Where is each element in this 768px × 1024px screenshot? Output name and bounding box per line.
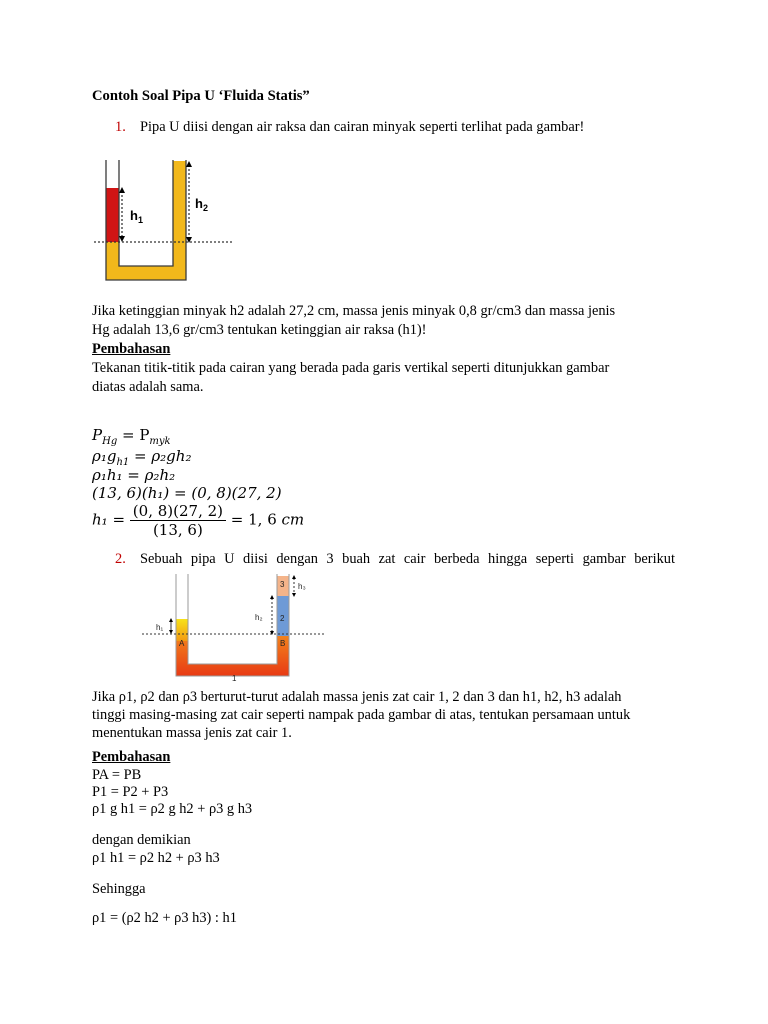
q2-step-7: ρ1 = (ρ2 h2 + ρ3 h3) : h1 xyxy=(92,910,237,926)
q1-solution-line-1: Tekanan titik-titik pada cairan yang berada pada garis vertikal seperti ditunjukkan gambar xyxy=(92,360,610,376)
label-B: B xyxy=(280,639,286,648)
tube-outline-2 xyxy=(176,574,289,676)
u-tube-diagram-2 xyxy=(140,572,340,682)
question-1-number: 1. xyxy=(115,119,126,135)
q2-step-6: Sehingga xyxy=(92,881,146,897)
q1-problem-line-1: Jika ketinggian minyak h2 adalah 27,2 cm, massa jenis minyak 0,8 gr/cm3 dan massa jenis xyxy=(92,303,616,319)
oil-fill xyxy=(106,188,119,242)
svg-text:h1 xyxy=(130,208,143,225)
q1-problem-line-2: Hg adalah 13,6 gr/cm3 tentukan ketinggian air raksa (h1)! xyxy=(92,322,427,338)
liquid-1-left xyxy=(176,619,188,641)
label-3: 3 xyxy=(280,580,285,589)
q2-step-3: ρ1 g h1 = ρ2 g h2 + ρ3 g h3 xyxy=(92,801,253,817)
q1-solution-heading: Pembahasan xyxy=(92,341,171,357)
label-h2: h₂ xyxy=(255,613,263,622)
h1-sub: 1 xyxy=(137,215,143,225)
question-2 xyxy=(115,551,675,568)
label-h3: h₃ xyxy=(298,582,306,591)
equation-3: ρ₁h₁ = ρ₂h₂ xyxy=(92,466,176,484)
q2-step-2: P1 = P2 + P3 xyxy=(92,784,169,800)
svg-text:h2 xyxy=(195,196,208,213)
question-1 xyxy=(115,119,585,136)
q2-problem-line-3: menentukan massa jenis zat cair 1. xyxy=(92,725,292,741)
document-title: Contoh Soal Pipa U ‘Fluida Statis” xyxy=(92,88,310,104)
q2-problem-line-1: Jika ρ1, ρ2 dan ρ3 berturut-turut adalah massa jenis zat cair 1, 2 dan 3 dan h1, h2, h3 adalah xyxy=(92,689,622,705)
q2-step-4: dengan demikian xyxy=(92,832,191,848)
equation-1: $P_{Hg} = P_{myk}$ xyxy=(92,426,171,447)
equation-5: h₁ = $\frac{(0, 8)(27, 2)}{(13, 6)}$ = 1, 6 cm xyxy=(92,502,305,539)
h2-sub: 2 xyxy=(202,203,208,213)
question-2-text: Sebuah pipa U diisi dengan 3 buah zat cair berbeda hingga seperti gambar berikut xyxy=(140,551,675,567)
h1-label: h xyxy=(130,208,138,223)
u-tube-diagram-1 xyxy=(92,155,242,285)
q2-solution-heading: Pembahasan xyxy=(92,749,171,765)
h2-label: h xyxy=(195,196,203,211)
label-h1: h₁ xyxy=(156,623,164,632)
question-1-text: Pipa U diisi dengan air raksa dan cairan minyak seperti terlihat pada gambar! xyxy=(140,119,585,135)
q2-step-1: PA = PB xyxy=(92,767,142,783)
label-A: A xyxy=(179,639,185,648)
label-1: 1 xyxy=(232,674,237,682)
label-2: 2 xyxy=(280,614,285,623)
equation-2: $\rho_1g_{h1} = \rho_2gh_2$ xyxy=(92,447,192,468)
q2-step-5: ρ1 h1 = ρ2 h2 + ρ3 h3 xyxy=(92,850,220,866)
question-2-number: 2. xyxy=(115,551,126,567)
equation-4: (13, 6)(h₁) = (0, 8)(27, 2) xyxy=(92,484,282,502)
q1-solution-line-2: diatas adalah sama. xyxy=(92,379,204,395)
q2-problem-line-2: tinggi masing-masing zat cair seperti nampak pada gambar di atas, tentukan persamaan untuk xyxy=(92,707,631,723)
